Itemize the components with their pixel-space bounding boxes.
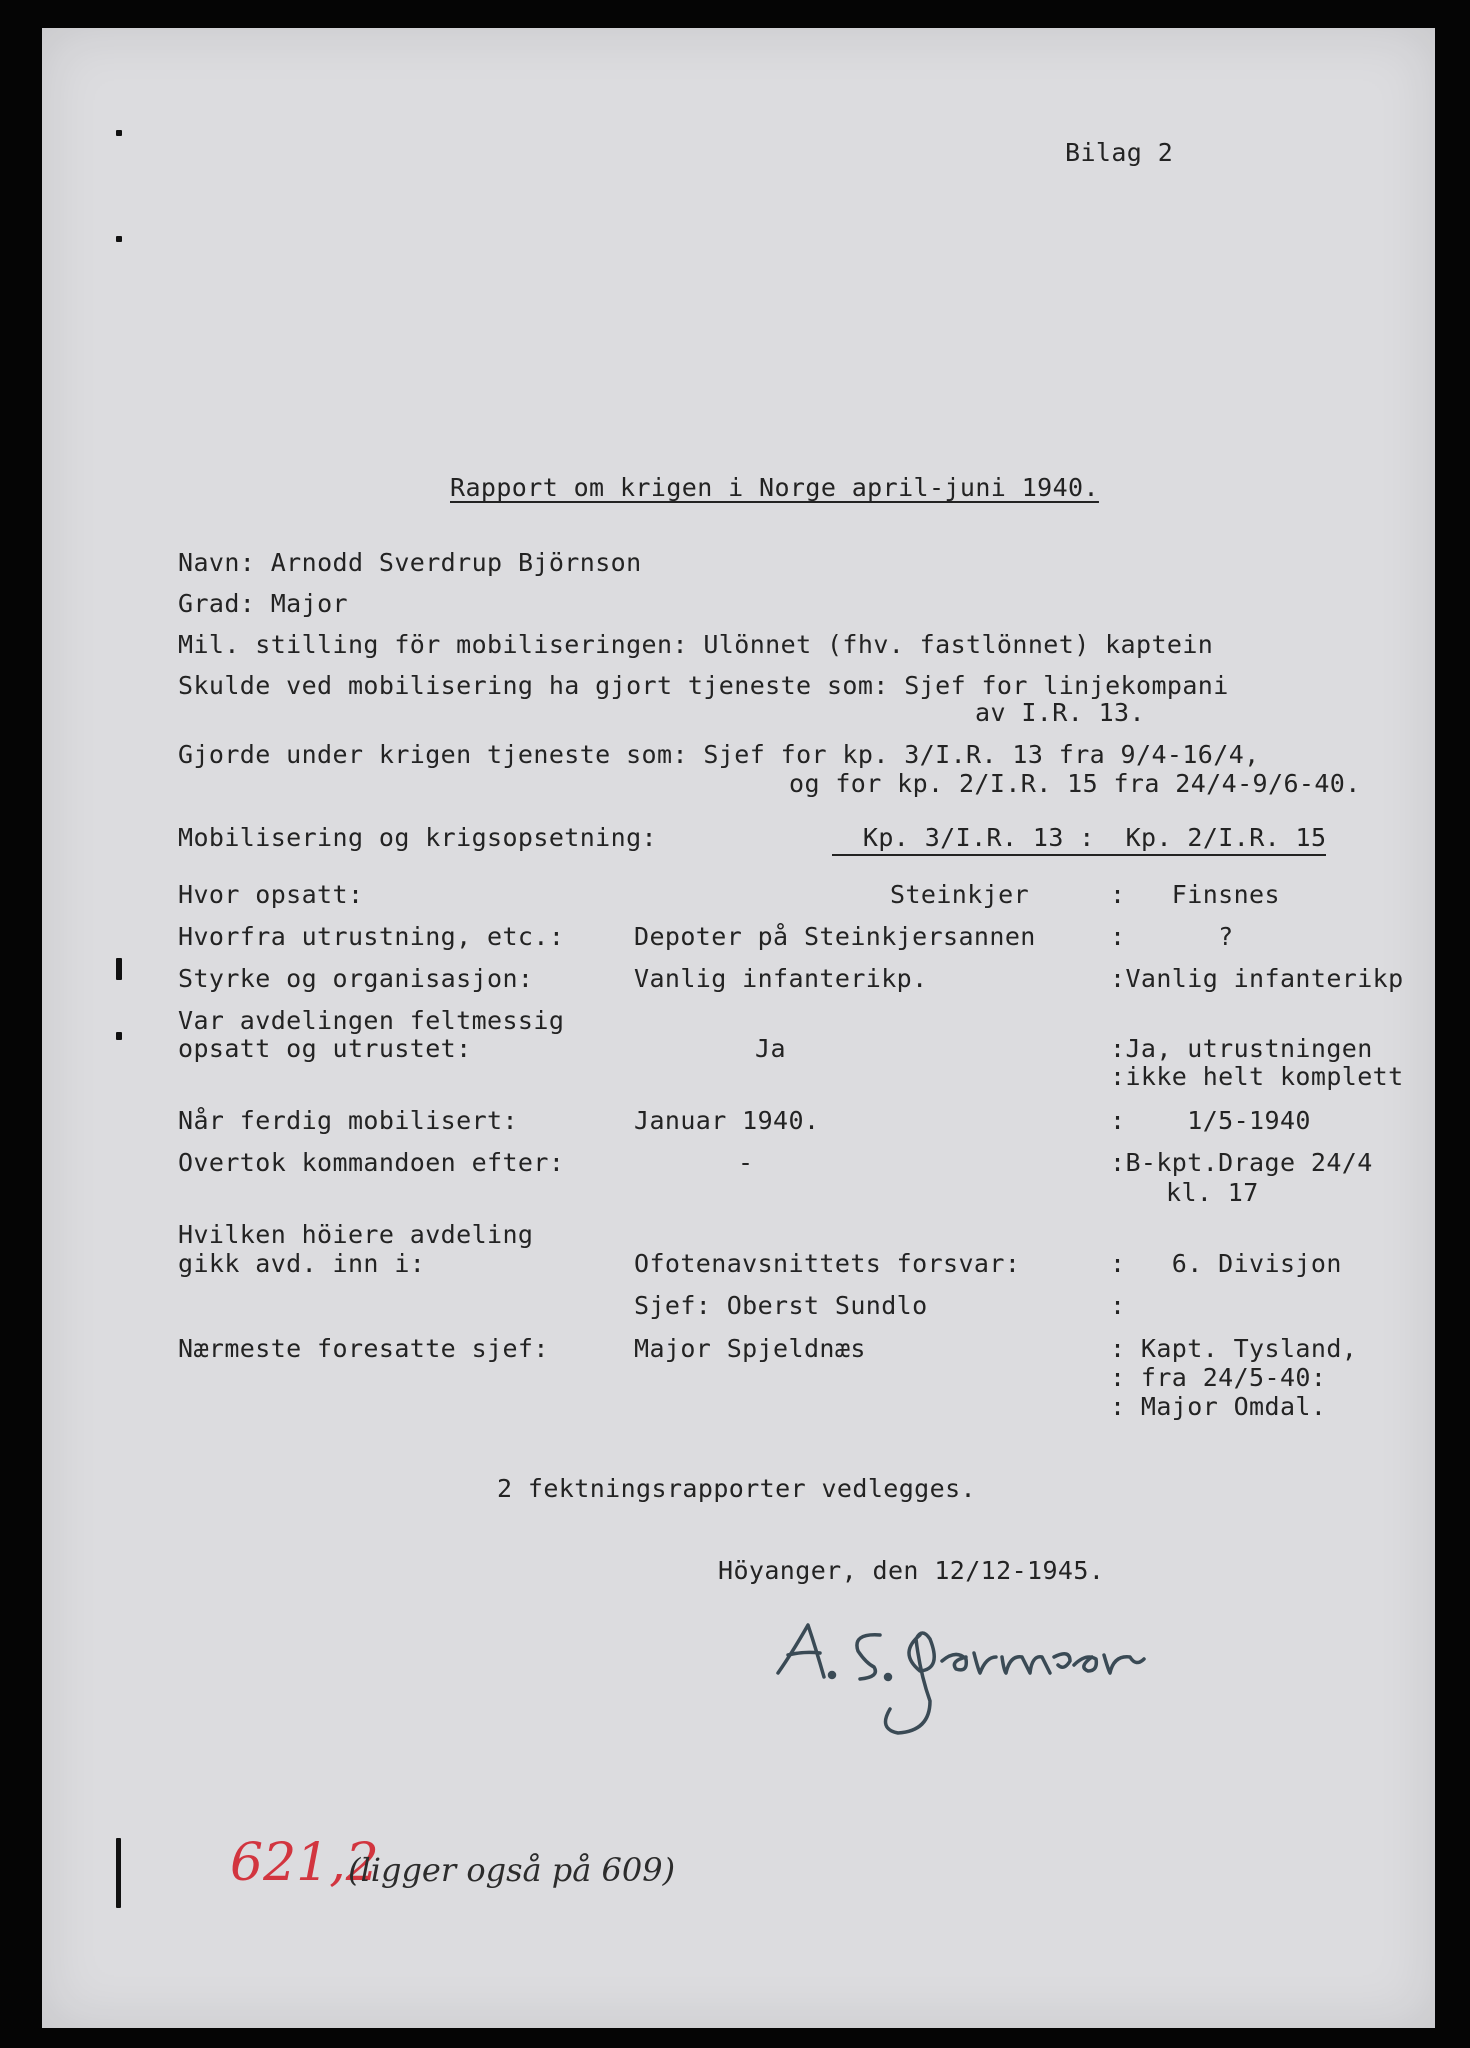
row-label-continued: gikk avd. inn i: xyxy=(178,1249,426,1278)
col2-header: Kp. 2/I.R. 15 xyxy=(1125,823,1327,852)
field-value: Sjef for kp. 3/I.R. 13 fra 9/4-16/4, xyxy=(703,740,1260,769)
field-value: Arnodd Sverdrup Björnson xyxy=(270,548,642,577)
row-col2: :B-kpt.Drage 24/4 xyxy=(1110,1148,1373,1177)
row-col1: Vanlig infanterikp. xyxy=(634,964,928,993)
field-label: Mil. stilling för mobiliseringen: xyxy=(178,630,688,659)
row-col2-continued: : fra 24/5-40: xyxy=(1110,1363,1327,1392)
archive-text: (ligger også på 609) xyxy=(348,1851,676,1889)
field-label: Navn: xyxy=(178,548,256,577)
punch-hole xyxy=(116,236,122,242)
table-header-label: Mobilisering og krigsopsetning: xyxy=(178,823,657,852)
field-value: Ulönnet (fhv. fastlönnet) kaptein xyxy=(703,630,1214,659)
row-label: Overtok kommandoen efter: xyxy=(178,1148,565,1177)
row-label: Hvorfra utrustning, etc.: xyxy=(178,922,565,951)
field-label: Gjorde under krigen tjeneste som: xyxy=(178,740,688,769)
row-col2: : ? xyxy=(1110,922,1234,951)
row-label: Hvor opsatt: xyxy=(178,880,364,909)
field-value: Sjef for linjekompani xyxy=(904,671,1229,700)
field-value-continued: av I.R. 13. xyxy=(975,698,1145,727)
row-col1: Januar 1940. xyxy=(634,1106,820,1135)
row-label: Nærmeste foresatte sjef: xyxy=(178,1334,549,1363)
report-title: Rapport om krigen i Norge april-juni 1940. xyxy=(450,473,1099,502)
punch-hole xyxy=(116,1838,121,1908)
punch-hole xyxy=(116,130,122,136)
signature-icon xyxy=(770,1613,1190,1743)
punch-hole xyxy=(116,958,122,980)
field-value: Major xyxy=(270,589,348,618)
row-col2: : 1/5-1940 xyxy=(1110,1106,1311,1135)
archive-number: 621,2 xyxy=(230,1833,379,1893)
row-col2: : xyxy=(1110,1291,1126,1320)
table-header-units xyxy=(832,823,1326,856)
row-col1: Major Spjeldnæs xyxy=(634,1334,866,1363)
col1-header: Kp. 3/I.R. 13 xyxy=(862,823,1064,852)
row-label: Hvilken höiere avdeling xyxy=(178,1220,534,1249)
punch-hole xyxy=(116,1032,122,1040)
field-rank xyxy=(178,589,348,619)
row-col2: : 6. Divisjon xyxy=(1110,1249,1342,1278)
row-col2: : Finsnes xyxy=(1110,880,1280,909)
row-label: Når ferdig mobilisert: xyxy=(178,1106,518,1135)
field-mil-position xyxy=(178,630,1213,660)
row-col1: Steinkjer xyxy=(890,880,1030,909)
row-col2: : Kapt. Tysland, xyxy=(1110,1334,1358,1363)
attachment-label: Bilag 2 xyxy=(1065,138,1174,167)
field-name xyxy=(178,548,642,578)
row-label: Var avdelingen feltmessig xyxy=(178,1006,565,1035)
field-planned-service xyxy=(178,671,1229,701)
row-col1: Sjef: Oberst Sundlo xyxy=(634,1291,928,1320)
field-label: Grad: xyxy=(178,589,256,618)
row-col2-continued: : Major Omdal. xyxy=(1110,1392,1327,1421)
field-war-service xyxy=(178,740,1260,770)
row-col2: :Vanlig infanterikp xyxy=(1110,964,1404,993)
field-label: Skulde ved mobilisering ha gjort tjeneste som: xyxy=(178,671,889,700)
row-col1: Ja xyxy=(755,1034,786,1063)
document-page xyxy=(42,28,1435,2028)
field-value-continued: og for kp. 2/I.R. 15 fra 24/4-9/6-40. xyxy=(789,769,1361,798)
row-label: Styrke og organisasjon: xyxy=(178,964,534,993)
row-col1: Depoter på Steinkjersannen xyxy=(634,922,1036,951)
signature xyxy=(770,1613,1190,1747)
place-date: Höyanger, den 12/12-1945. xyxy=(718,1556,1105,1585)
row-label-continued: opsatt og utrustet: xyxy=(178,1034,472,1063)
row-col1: Ofotenavsnittets forsvar: xyxy=(634,1249,1021,1278)
row-col2-continued: kl. 17 xyxy=(1166,1178,1259,1207)
row-col1: - xyxy=(738,1148,754,1177)
attachments-note: 2 fektningsrapporter vedlegges. xyxy=(497,1474,976,1503)
header-separator: : xyxy=(1079,823,1095,852)
row-col2: :Ja, utrustningen xyxy=(1110,1034,1373,1063)
row-col2-continued: :ikke helt komplett xyxy=(1110,1062,1404,1091)
